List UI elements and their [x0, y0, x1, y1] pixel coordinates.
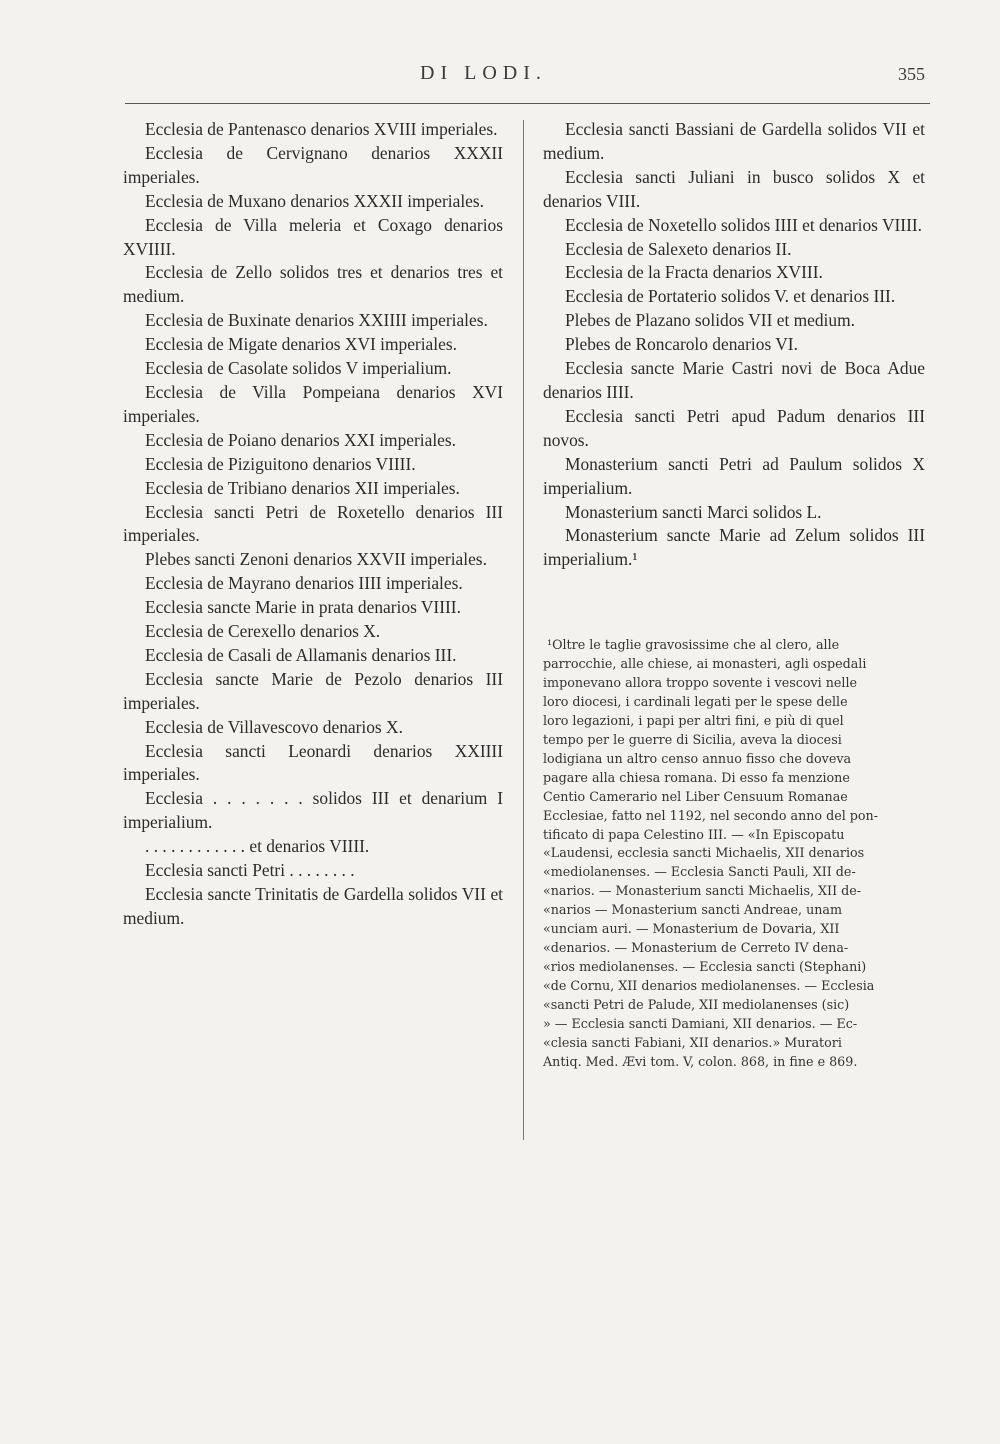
ledger-entry: Ecclesia . . . . . . . solidos III et denarium I imperialium. [123, 788, 503, 833]
ledger-entry: Monasterium sancti Marci solidos L. [565, 501, 822, 522]
ledger-entry: Ecclesia de Zello solidos tres et denarios tres et medium. [123, 262, 503, 307]
ledger-entry: Monasterium sancte Marie ad Zelum solidos III imperialium.¹ [543, 525, 925, 570]
footnote-line: «denarios. — Monasterium de Cerreto IV dena- [543, 940, 849, 956]
ledger-entry: Ecclesia de Salexeto denarios II. [565, 238, 792, 259]
footnote-line: «sancti Petri de Palude, XII mediolanenses (sic) [543, 997, 850, 1013]
ledger-entry: Ecclesia de Cerexello denarios X. [145, 621, 381, 642]
ledger-entry: Ecclesia sancte Trinitatis de Gardella solidos VII et medium. [123, 884, 503, 928]
ledger-entry: Ecclesia de Portaterio solidos V. et denarios III. [565, 286, 896, 307]
footnote-line: tificato di papa Celestino III. — «In Episcopatu [543, 826, 845, 842]
ledger-entry: Ecclesia sancte Marie Castri novi de Boca Adue denarios IIII. [543, 358, 925, 402]
footnote-line: «rios mediolanenses. — Ecclesia sancti (Stephani) [543, 959, 867, 975]
ledger-entry: Ecclesia de Noxetello solidos IIII et denarios VIIII. [565, 214, 923, 235]
ledger-entry: Ecclesia de Poiano denarios XXI imperiales. [145, 429, 456, 450]
footnote-line: lodigiana un altro censo annuo fisso che doveva [543, 750, 852, 766]
page-number: 355 [898, 64, 925, 84]
ledger-entry: Ecclesia de Casali de Allamanis denarios III. [145, 644, 457, 665]
footnote-line: parrocchie, alle chiese, ai monasteri, agli ospedali [543, 655, 867, 671]
footnote-line: imponevano allora troppo sovente i vescovi nelle [543, 674, 858, 690]
ledger-entry: Ecclesia de Buxinate denarios XXIIII imperiales. [145, 310, 488, 331]
ledger-entry: Ecclesia sancte Marie in prata denarios VIIII. [145, 597, 461, 618]
footnote-line: «mediolanenses. — Ecclesia Sancti Pauli, XII de- [543, 864, 856, 880]
ledger-entry: Ecclesia sancti Petri de Roxetello denarios III imperiales. [123, 501, 503, 546]
ledger-entry: Ecclesia de Piziguitono denarios VIIII. [145, 453, 416, 474]
column-divider [523, 120, 524, 1140]
footnote-line: ¹Oltre le taglie gravosissime che al clero, alle [547, 637, 840, 652]
ledger-entry: Ecclesia de Pantenasco denarios XVIII imperiales. [145, 119, 498, 139]
ledger-entry: Ecclesia de Villa meleria et Coxago denarios XVIIII. [123, 214, 503, 259]
footnote-line: «narios. — Monasterium sancti Michaelis, XII de- [543, 883, 862, 899]
ledger-entry: Ecclesia de la Fracta denarios XVIII. [565, 262, 823, 283]
footnote-line: tempo per le guerre di Sicilia, aveva la diocesi [543, 731, 842, 747]
footnote-line: «unciam auri. — Monasterium de Dovaria, XII [543, 921, 840, 937]
ledger-entry: Ecclesia sancti Bassiani de Gardella solidos VII et medium. [543, 119, 925, 163]
footnote-line: » — Ecclesia sancti Damiani, XII denarios. — Ec- [543, 1016, 858, 1032]
footnote-line: «narios — Monasterium sancti Andreae, unam [543, 902, 843, 918]
header-rule [125, 103, 930, 104]
ledger-entry: Ecclesia sancti Petri apud Padum denarios III novos. [543, 405, 925, 450]
page-header [0, 58, 1000, 92]
ledger-entry: Ecclesia de Cervignano denarios XXXII imperiales. [123, 142, 503, 187]
footnote-line: «clesia sancti Fabiani, XII denarios.» Muratori [543, 1035, 842, 1051]
ledger-entry: Ecclesia sancti Juliani in busco solidos X et denarios VIII. [543, 166, 925, 211]
running-title: DI LODI. [420, 62, 547, 84]
footnote-line: «Laudensi, ecclesia sancti Michaelis, XII denarios [543, 845, 865, 861]
ledger-entry: Monasterium sancti Petri ad Paulum solidos X imperialium. [543, 453, 925, 498]
ledger-entry: Ecclesia sancti Petri . . . . . . . . [145, 860, 355, 881]
ledger-entry: Ecclesia de Muxano denarios XXXII imperiales. [145, 190, 484, 211]
footnote-line: Centio Camerario nel Liber Censuum Romanae [543, 788, 848, 804]
ledger-entry: Ecclesia de Migate denarios XVI imperiales. [145, 334, 457, 355]
ledger-entry: Ecclesia de Villa Pompeiana denarios XVI imperiales. [123, 381, 503, 426]
ledger-entry: Ecclesia de Villavescovo denarios X. [145, 716, 403, 737]
ledger-entry: Ecclesia de Tribiano denarios XII imperiales. [145, 477, 460, 498]
footnote-line: loro diocesi, i cardinali legati per le spese delle [543, 693, 848, 709]
footnote-line: pagare alla chiesa romana. Di esso fa menzione [543, 769, 850, 785]
footnote [543, 636, 923, 1072]
right-column [543, 118, 925, 572]
ledger-entry: Plebes de Plazano solidos VII et medium. [565, 310, 855, 331]
left-column [123, 118, 503, 931]
ledger-entry: Ecclesia de Casolate solidos V imperialium. [145, 358, 452, 379]
ledger-entry: Ecclesia sancti Leonardi denarios XXIIII imperiales. [123, 740, 503, 785]
ledger-entry: Ecclesia de Mayrano denarios IIII imperiales. [145, 573, 463, 594]
footnote-line: Antiq. Med. Ævi tom. V, colon. 868, in fine e 869. [543, 1053, 858, 1069]
footnote-line: «de Cornu, XII denarios mediolanenses. — Ecclesia [543, 978, 875, 994]
footnote-line: Ecclesiae, fatto nel 1192, nel secondo anno del pon- [543, 807, 879, 823]
ledger-entry: Ecclesia sancte Marie de Pezolo denarios III imperiales. [123, 668, 503, 713]
footnote-line: loro legazioni, i papi per altri fini, e più di quel [543, 712, 844, 728]
ledger-entry: Plebes de Roncarolo denarios VI. [565, 334, 798, 355]
ledger-entry: . . . . . . . . . . . . et denarios VIIII. [145, 836, 370, 857]
ledger-entry: Plebes sancti Zenoni denarios XXVII imperiales. [145, 549, 487, 570]
